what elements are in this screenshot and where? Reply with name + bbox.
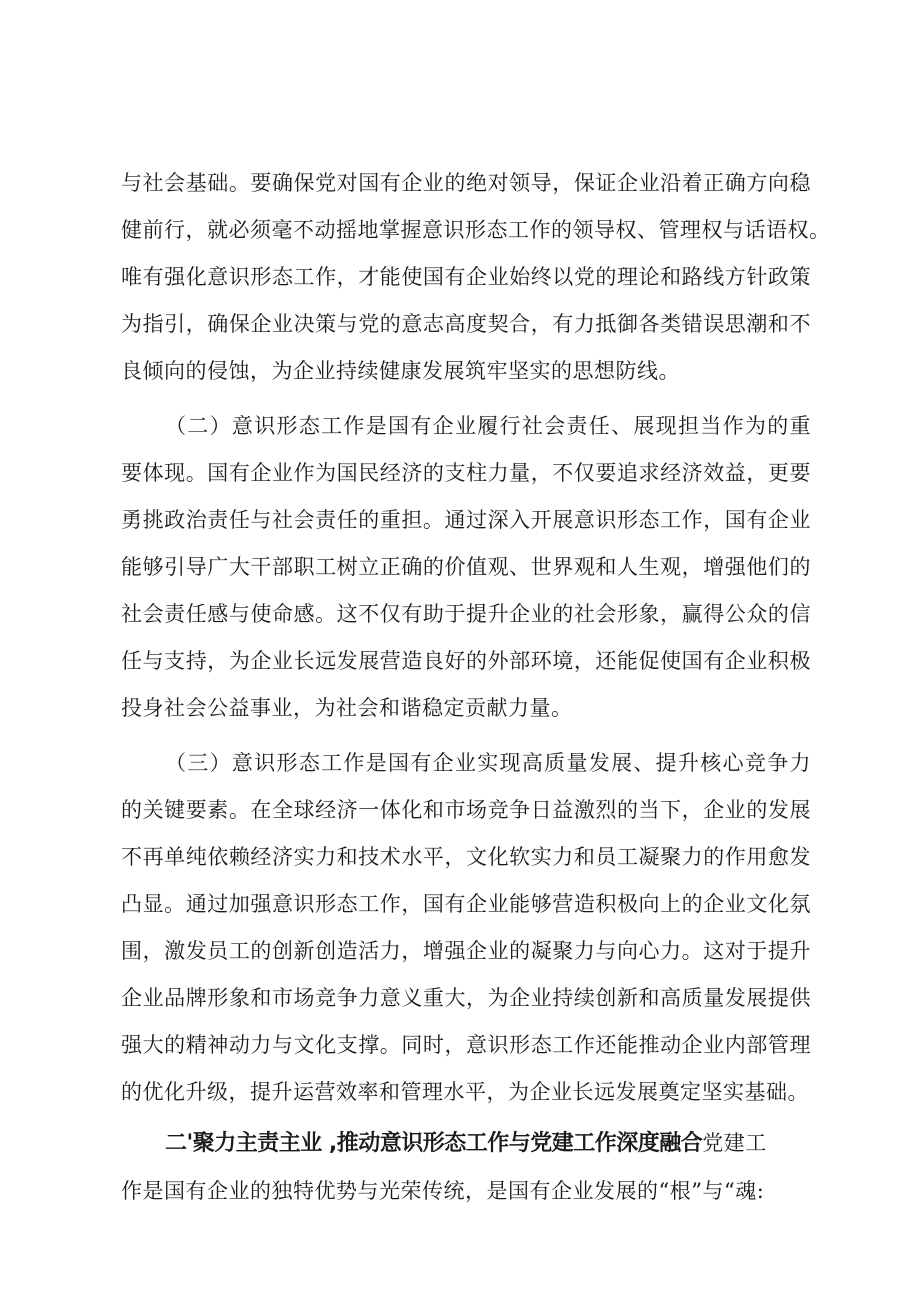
paragraph-3-line-5: 围，激发员工的创新创造活力，增强企业的凝聚力与向心力。这对于提升 [121,939,811,963]
section-heading-title: 二'聚力主责主业 ,推动意识形态工作与党建工作深度融合 [165,1131,703,1156]
paragraph-3-line-6: 企业品牌形象和市场竞争力意义重大，为企业持续创新和高质量发展提供 [121,986,811,1010]
paragraph-1-line-4: 为指引，确保企业决策与党的意志高度契合，有力抵御各类错误思潮和不 [121,312,811,336]
paragraph-2-line-1: （二）意识形态工作是国有企业履行社会责任、展现担当作为的重 [165,414,811,438]
paragraph-2-line-6: 任与支持，为企业长远发展营造良好的外部环境，还能促使国有企业积极 [121,649,811,673]
paragraph-2-line-5: 社会责任感与使命感。这不仅有助于提升企业的社会形象，赢得公众的信 [121,602,811,626]
paragraph-2-line-7: 投身社会公益事业，为社会和谐稳定贡献力量。 [121,696,573,720]
paragraph-2-line-2: 要体现。国有企业作为国民经济的支柱力量，不仅要追求经济效益，更要 [121,461,811,485]
final-line: 作是国有企业的独特优势与光荣传统，是国有企业发展的“根”与“魂: [121,1179,765,1203]
section-heading [165,1122,811,1164]
paragraph-2-line-3: 勇挑政治责任与社会责任的重担。通过深入开展意识形态工作，国有企业 [121,508,811,532]
paragraph-1-line-1: 与社会基础。要确保党对国有企业的绝对领导，保证企业沿着正确方向稳 [121,171,811,195]
section-heading-tail: 党建工 [702,1131,767,1155]
paragraph-3-line-7: 强大的精神动力与文化支撑。同时，意识形态工作还能推动企业内部管理 [121,1033,811,1057]
paragraph-3-line-8: 的优化升级，提升运营效率和管理水平，为企业长远发展奠定坚实基础。 [121,1080,809,1104]
paragraph-1-line-5: 良倾向的侵蚀，为企业持续健康发展筑牢坚实的思想防线。 [121,359,680,383]
paragraph-2-line-4: 能够引导广大干部职工树立正确的价值观、世界观和人生观，增强他们的 [121,555,811,579]
paragraph-3-line-4: 凸显。通过加强意识形态工作，国有企业能够营造积极向上的企业文化氛 [121,892,811,916]
paragraph-1-line-2: 健前行，就必须毫不动摇地掌握意识形态工作的领导权、管理权与话语权。 [121,218,831,242]
paragraph-3-line-2: 的关键要素。在全球经济一体化和市场竞争日益激烈的当下，企业的发展 [121,798,811,822]
paragraph-3-line-3: 不再单纯依赖经济实力和技术水平，文化软实力和员工凝聚力的作用愈发 [121,845,811,869]
paragraph-1-line-3: 唯有强化意识形态工作，才能使国有企业始终以党的理论和路线方针政策 [121,265,811,289]
paragraph-3-line-1: （三）意识形态工作是国有企业实现高质量发展、提升核心竞争力 [165,751,811,775]
